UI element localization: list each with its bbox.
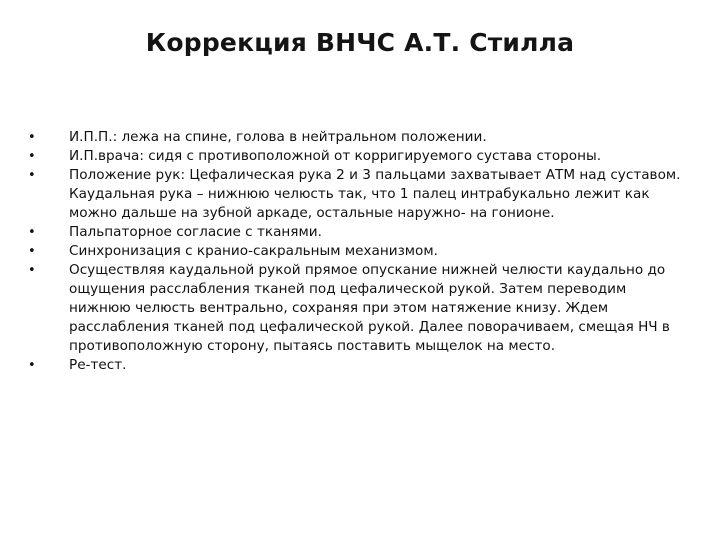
list-item bbox=[28, 242, 688, 261]
bullet-text: Пальпаторное согласие с тканями. bbox=[69, 224, 322, 240]
list-item bbox=[28, 147, 688, 166]
bullet-dot-icon: • bbox=[28, 149, 36, 164]
bullet-text: И.П.П.: лежа на спине, голова в нейтральном положении. bbox=[69, 129, 487, 145]
list-item bbox=[28, 166, 688, 223]
slide-title: Коррекция ВНЧС А.Т. Стилла bbox=[145, 28, 575, 57]
list-item bbox=[28, 356, 688, 375]
bullet-text: Синхронизация с кранио-сакральным механизмом. bbox=[69, 243, 438, 259]
bullet-text: Осуществляя каудальной рукой прямое опускание нижней челюсти каудально до ощущения расслабления тканей под цефалической рукой. Затем переводим нижнюю челюсть вентрально, сохраняя при этом натяжение книзу. Ждем расслабления тканей под цефалической рукой. Далее поворачиваем, смещая НЧ в противоположную сторону, пытаясь поставить мыщелок на место. bbox=[69, 262, 670, 354]
bullet-dot-icon: • bbox=[28, 358, 36, 373]
bullet-list bbox=[28, 128, 688, 375]
bullet-text: Ре-тест. bbox=[69, 357, 127, 373]
list-item bbox=[28, 128, 688, 147]
bullet-dot-icon: • bbox=[28, 168, 36, 183]
bullet-text: Положение рук: Цефалическая рука 2 и 3 пальцами захватывает АТМ над суставом. Каудальная рука – нижнюю челюсть так, что 1 палец интрабукально лежит как можно дальше на зубной аркаде, остальные наружно- на гонионе. bbox=[69, 167, 681, 221]
list-item bbox=[28, 261, 688, 356]
bullet-dot-icon: • bbox=[28, 263, 36, 278]
bullet-dot-icon: • bbox=[28, 225, 36, 240]
bullet-dot-icon: • bbox=[28, 244, 36, 259]
bullet-dot-icon: • bbox=[28, 130, 36, 145]
list-item bbox=[28, 223, 688, 242]
bullet-text: И.П.врача: сидя с противоположной от корригируемого сустава стороны. bbox=[69, 148, 602, 164]
